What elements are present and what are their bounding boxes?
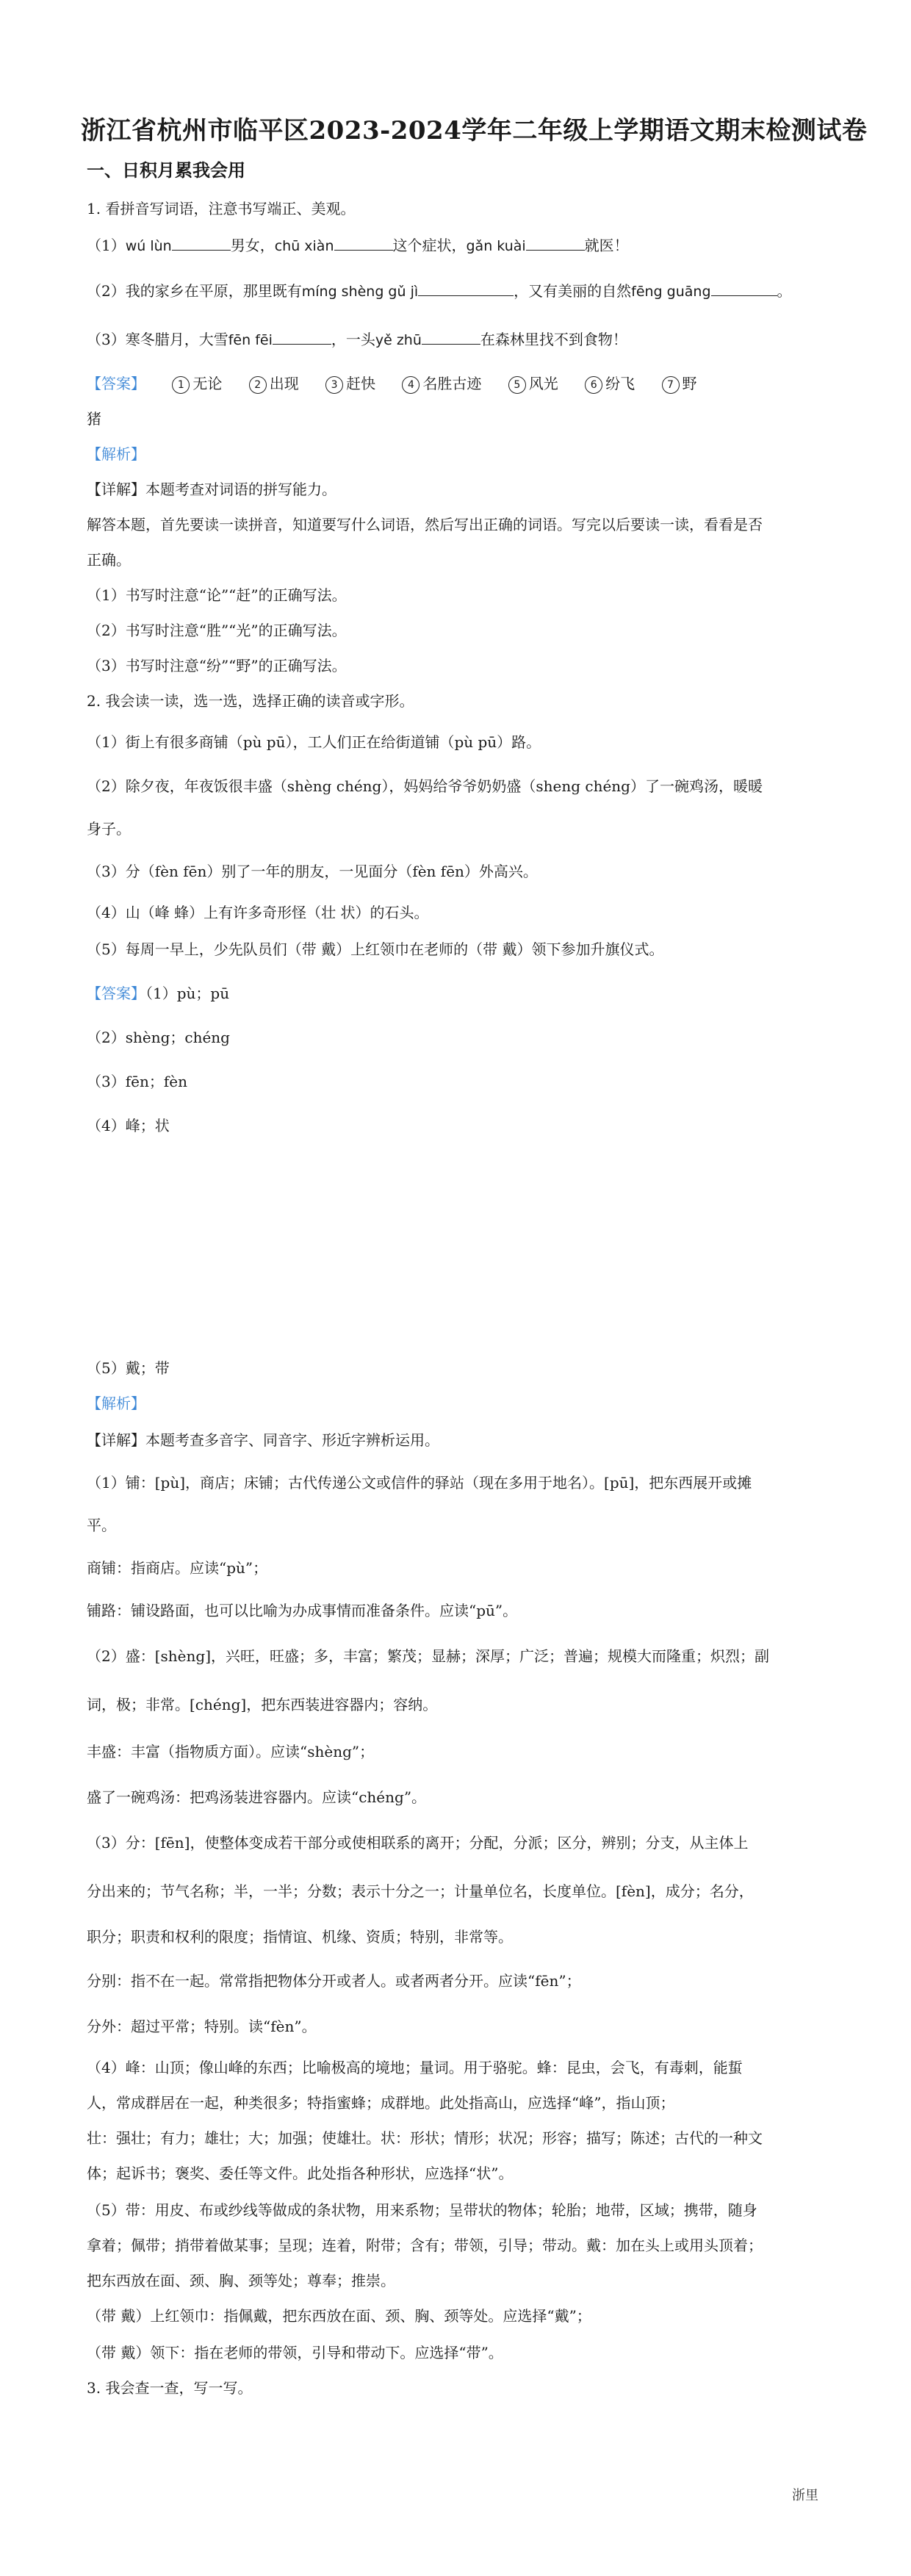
analysis-note: （1）书写时注意“论”“赶”的正确写法。: [87, 586, 347, 604]
question-2-item: （3）分（fèn fēn）别了一年的朋友，一见面分（fèn fēn）外高兴。: [87, 863, 538, 880]
answer-line: （5）戴；带: [87, 1359, 170, 1377]
question-2-answer: 【答案】（1）pù；pū: [87, 985, 230, 1002]
answer-line: （2）shèng；chéng: [87, 1029, 230, 1046]
analysis-text: 分别：指不在一起。常常指把物体分开或者人。或者两者分开。应读“fēn”；: [87, 1972, 581, 1990]
answer-blank: [334, 235, 393, 251]
answer-continued: 猪: [87, 410, 101, 428]
analysis-text: （5）带：用皮、布或纱线等做成的条状物，用来系物；呈带状的物体；轮胎；地带，区域；携带，随身: [87, 2201, 757, 2219]
analysis-tag: 【解析】: [87, 1395, 145, 1412]
pinyin: gǎn kuài: [466, 238, 526, 254]
analysis-text: 解答本题，首先要读一读拼音，知道要写什么词语，然后写出正确的词语。写完以后要读一读，看看是否: [87, 516, 763, 533]
analysis-text: 体；起诉书；褒奖、委任等文件。此处指各种形状，应选择“状”。: [87, 2165, 514, 2182]
answer-line: （4）峰；状: [87, 1117, 170, 1134]
analysis-text: 词，极；非常。[chéng]，把东西装进容器内；容纳。: [87, 1696, 438, 1713]
analysis-text: （1）铺：[pù]，商店；床铺；古代传递公文或信件的驿站（现在多用于地名）。[pū]，把东西展开或摊: [87, 1474, 752, 1492]
answer-blank: [711, 281, 777, 296]
analysis-text: 铺路：铺设路面，也可以比喻为办成事情而准备条件。应读“pū”。: [87, 1602, 518, 1619]
answer-line: （3）fēn；fèn: [87, 1073, 187, 1090]
analysis-text: （带 戴）领下：指在老师的带领，引导和带动下。应选择“带”。: [87, 2344, 503, 2361]
answer-blank: [526, 235, 585, 251]
analysis-note: （3）书写时注意“纷”“野”的正确写法。: [87, 657, 347, 674]
analysis-text: 正确。: [87, 551, 131, 569]
question-2-item: （1）街上有很多商铺（pù pū），工人们正在给街道铺（pù pū）路。: [87, 733, 541, 751]
analysis-text: 壮：强壮；有力；雄壮；大；加强；使雄壮。状：形状；情形；状况；形容；描写；陈述；古代的一种文: [87, 2129, 763, 2147]
analysis-text: （带 戴）上红领巾：指佩戴，把东西放在面、颈、胸、颈等处。应选择“戴”；: [87, 2307, 591, 2325]
answer-blank: [422, 329, 480, 345]
question-1-item-2: （2）我的家乡在平原，那里既有míng shèng gǔ jì ，又有美丽的自然fēng guāng 。: [87, 282, 792, 300]
analysis-text: （2）盛：[shèng]，兴旺，旺盛；多，丰富；繁茂；显赫；深厚；广泛；普遍；规模大而隆重；炽烈；副: [87, 1647, 769, 1665]
answer-tag: 【答案】: [87, 985, 145, 1002]
analysis-text: 职分；职责和权利的限度；指情谊、机缘、资质；特别，非常等。: [87, 1928, 513, 1946]
question-1-answer: 【答案】 1 无论 2 出现 3 赶快 4 名胜古迹 5 风光 6 纷飞 7 野: [87, 375, 697, 392]
question-3-stem: 3. 我会查一查，写一写。: [87, 2379, 253, 2397]
page-footer: 浙里: [792, 2488, 818, 2503]
analysis-note: （2）书写时注意“胜”“光”的正确写法。: [87, 622, 347, 639]
answer-tag: 【答案】: [87, 375, 145, 392]
pinyin: fēng guāng: [631, 284, 711, 300]
question-2-item: （4）山（峰 蜂）上有许多奇形怪（壮 状）的石头。: [87, 904, 429, 921]
question-2-item: （5）每周一早上，少先队员们（带 戴）上红领巾在老师的（带 戴）领下参加升旗仪式。: [87, 940, 664, 958]
analysis-text: 平。: [87, 1517, 116, 1534]
analysis-tag: 【解析】: [87, 445, 145, 463]
analysis-text: （4）峰：山顶；像山峰的东西；比喻极高的境地；量词。用于骆驼。蜂：昆虫，会飞，有毒刺，能蜇: [87, 2059, 743, 2076]
analysis-text: 拿着；佩带；捎带着做某事；呈现；连着，附带；含有；带领，引导；带动。戴：加在头上或用头顶着；: [87, 2237, 763, 2254]
analysis-text: 人，常成群居在一起，种类很多；特指蜜蜂；成群地。此处指高山，应选择“峰”，指山顶；: [87, 2094, 675, 2112]
analysis-text: 商铺：指商店。应读“pù”；: [87, 1559, 268, 1577]
analysis-text: 丰盛：丰富（指物质方面）。应读“shèng”；: [87, 1743, 375, 1760]
pinyin: wú lùn: [125, 238, 172, 254]
pinyin: míng shèng gǔ jì: [301, 284, 419, 300]
answer-blank: [273, 329, 331, 345]
page-title: 浙江省杭州市临平区2023-2024学年二年级上学期语文期末检测试卷: [81, 116, 868, 145]
question-1-item-3: （3）寒冬腊月，大雪fēn fēi ，一头yě zhū 在森林里找不到食物！: [87, 331, 627, 348]
analysis-text: 分出来的；节气名称；半，一半；分数；表示十分之一；计量单位名，长度单位。[fèn]，成分；名分，: [87, 1882, 754, 1900]
analysis-text: （3）分：[fēn]，使整体变成若干部分或使相联系的离开；分配，分派；区分，辨别；分支，从主体上: [87, 1834, 749, 1852]
question-1-item-1: （1）wú lùn 男女，chū xiàn 这个症状，gǎn kuài 就医！: [87, 237, 629, 254]
pinyin: chū xiàn: [274, 238, 334, 254]
analysis-text: 盛了一碗鸡汤：把鸡汤装进容器内。应读“chéng”。: [87, 1788, 427, 1806]
analysis-detail: 【详解】本题考查对词语的拼写能力。: [87, 481, 336, 498]
analysis-detail: 【详解】本题考查多音字、同音字、形近字辨析运用。: [87, 1431, 439, 1449]
section-heading: 一、日积月累我会用: [87, 159, 245, 181]
question-2-stem: 2. 我会读一读，选一选，选择正确的读音或字形。: [87, 692, 414, 710]
answer-blank: [418, 281, 514, 296]
analysis-text: 分外：超过平常；特别。读“fèn”。: [87, 2018, 317, 2035]
pinyin: yě zhū: [375, 332, 422, 348]
analysis-text: 把东西放在面、颈、胸、颈等处；尊奉；推崇。: [87, 2272, 395, 2289]
question-2-item: （2）除夕夜，年夜饭很丰盛（shèng chéng），妈妈给爷爷奶奶盛（sheng chéng）了一碗鸡汤，暖暖: [87, 777, 763, 795]
question-1-stem: 1. 看拼音写词语，注意书写端正、美观。: [87, 200, 356, 217]
answer-blank: [172, 235, 231, 251]
question-2-item: 身子。: [87, 820, 131, 838]
pinyin: fēn fēi: [228, 332, 273, 348]
